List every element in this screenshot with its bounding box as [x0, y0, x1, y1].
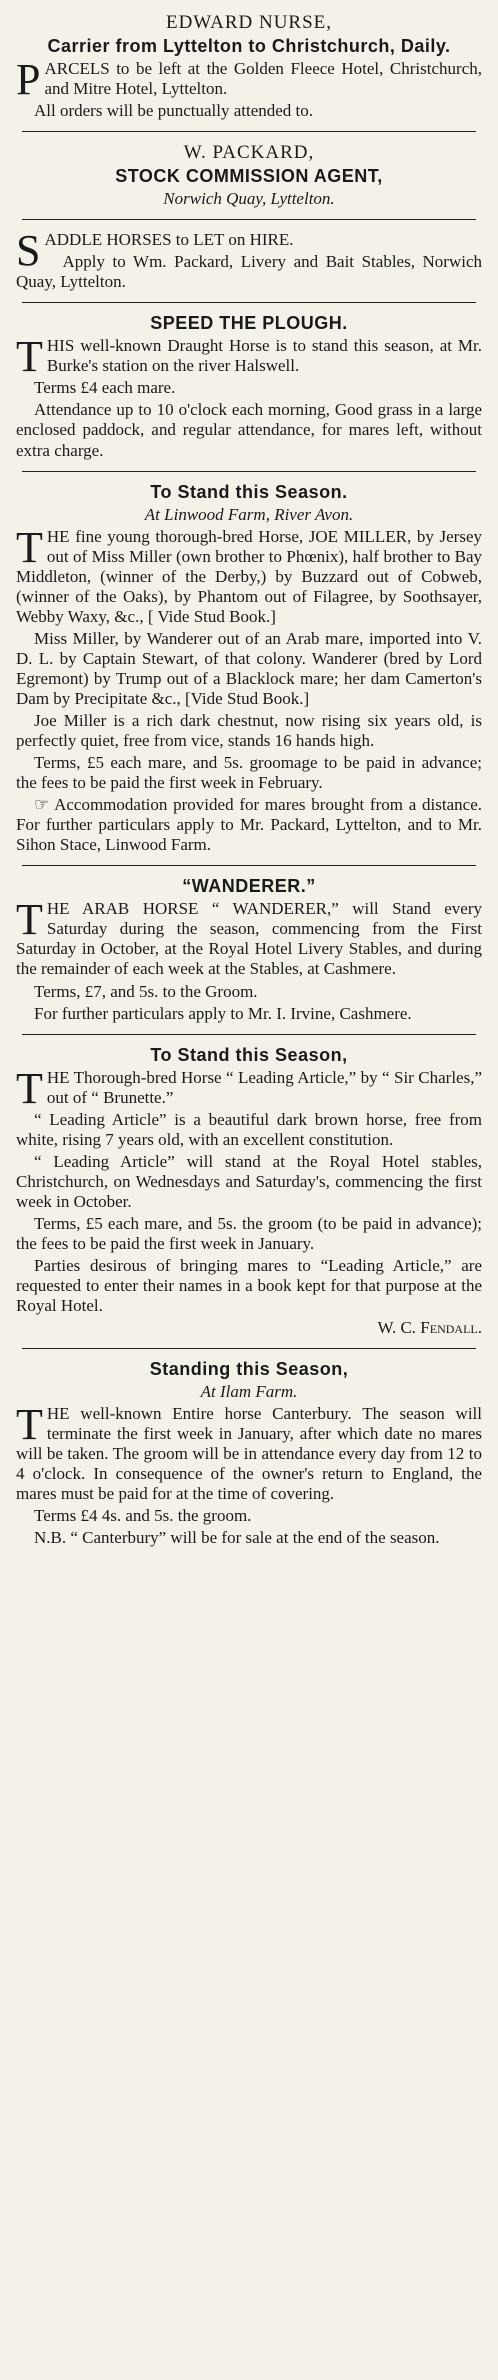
ad-address: Norwich Quay, Lyttelton. — [163, 189, 335, 209]
ad-location: At Ilam Farm. — [200, 1382, 298, 1402]
ad-name: W. PACKARD, — [183, 142, 315, 164]
pointing-hand-icon: ☞ — [34, 795, 50, 815]
ad-edward-nurse — [14, 6, 484, 127]
ad-title: “WANDERER.” — [182, 876, 316, 897]
ad-paragraph: “ Leading Article” will stand at the Royal Hotel stables, Christchurch, on Wednesdays and Saturday's, commencing the first week in October. — [16, 1151, 482, 1211]
ad-body: HE Thorough-bred Horse “ Leading Article,” by “ Sir Charles,” out of “ Brunette.” — [46, 1067, 482, 1107]
ad-body: HE well-known Entire horse Canterbury. The season will terminate the first week in January, after which date no mares will be taken. The groom will be in attendance every day from 12 to 4 o'clock. In consequence of the owner's return to England, the mares must be paid for at the time of covering. — [16, 1404, 482, 1504]
divider — [22, 1348, 476, 1349]
ad-terms: Terms, £7, and 5s. to the Groom. — [34, 981, 258, 1001]
ad-paragraph: Accommodation provided for mares brought from a distance. For further particulars apply to Mr. Packard, Lyttelton, and to Mr. Sihon Stace, Linwood Farm. — [16, 795, 482, 855]
drop-cap: T — [16, 895, 43, 945]
ad-attendance: Attendance up to 10 o'clock each morning, Good grass in a large enclosed paddock, and regular attendance, for mares left, without extra charge. — [16, 400, 482, 460]
divider — [22, 471, 476, 472]
ad-canterbury — [14, 1353, 484, 1554]
newspaper-column — [14, 0, 484, 1561]
divider — [22, 865, 476, 866]
ad-location: At Linwood Farm, River Avon. — [144, 504, 354, 524]
ad-title: Standing this Season, — [149, 1359, 349, 1380]
ad-paragraph: “ Leading Article” is a beautiful dark brown horse, free from white, rising 7 years old, with an excellent constitution. — [16, 1109, 482, 1149]
divider — [22, 219, 476, 220]
ad-wanderer — [14, 870, 484, 1029]
drop-cap: T — [16, 522, 43, 572]
ad-body: Apply to Wm. Packard, Livery and Bait Stables, Norwich Quay, Lyttelton. — [16, 252, 482, 292]
drop-cap: S — [16, 226, 41, 276]
ad-saddle-horses — [14, 224, 484, 298]
ad-title: Carrier from Lyttelton to Christchurch, Daily. — [47, 36, 451, 56]
ad-terms: Terms, £5 each mare, and 5s. groomage to be paid in advance; the fees to be paid the first week in February. — [16, 753, 482, 793]
ad-paragraph: Miss Miller, by Wanderer out of an Arab mare, imported into V. D. L. by Captain Stewart, of that colony. Wanderer (bred by Lord Egremont) by Trump out of a Blacklock mare; her dam Camerton's Dam by Precipitate &c., [Vide Stud Book.] — [16, 628, 482, 708]
ad-w-packard — [14, 136, 484, 215]
ad-nb: N.B. “ Canterbury” will be for sale at the end of the season. — [34, 1528, 440, 1548]
ad-body: HE fine young thorough-bred Horse, JOE MILLER, by Jersey out of Miss Miller (own brother to Phœnix), half brother to Bay Middleton, (winner of the Derby,) by Buzzard out of Cobweb, (winner of the Oaks), by Phantom out of Filagree, by Soothsayer, Webby Waxy, &c., [ Vide Stud Book.] — [16, 526, 482, 626]
divider — [22, 302, 476, 303]
ad-paragraph: Parties desirous of bringing mares to “Leading Article,” are requested to enter their names in a book kept for that purpose at the Royal Hotel. — [16, 1256, 482, 1316]
ad-body: HIS well-known Draught Horse is to stand this season, at Mr. Burke's station on the river Halswell. — [46, 336, 482, 376]
drop-cap: T — [16, 1400, 43, 1450]
ad-leading-article — [14, 1039, 484, 1345]
ad-signature: W. C. Fendall. — [377, 1318, 482, 1338]
drop-cap: P — [16, 55, 41, 104]
ad-title: To Stand this Season, — [150, 1044, 348, 1065]
divider — [22, 131, 476, 132]
divider — [22, 1034, 476, 1035]
ad-title: STOCK COMMISSION AGENT, — [115, 166, 383, 187]
ad-body: HE ARAB HORSE “ WANDERER,” will Stand every Saturday during the season, commencing from the First Saturday in October, at the Royal Hotel Livery Stables, and during the remainder of each week at the Stables, at Cashmere. — [16, 899, 482, 979]
drop-cap: T — [16, 1063, 43, 1113]
ad-body: ARCELS to be left at the Golden Fleece Hotel, Christchurch, and Mitre Hotel, Lyttelton. — [44, 59, 482, 99]
ad-terms: Terms £4 4s. and 5s. the groom. — [34, 1506, 252, 1526]
ad-body-line: All orders will be punctually attended to. — [34, 101, 314, 121]
ad-speed-the-plough — [14, 307, 484, 466]
ad-heading: ADDLE HORSES to LET on HIRE. — [44, 230, 294, 250]
ad-joe-miller — [14, 476, 484, 862]
ad-paragraph: Joe Miller is a rich dark chestnut, now rising six years old, is perfectly quiet, free from vice, stands 16 hands high. — [16, 710, 482, 751]
ad-terms: Terms £4 each mare. — [34, 378, 176, 398]
ad-title: To Stand this Season. — [150, 481, 348, 502]
ad-terms: Terms, £5 each mare, and 5s. the groom (to be paid in advance); the fees to be paid the first week in January. — [16, 1213, 482, 1253]
ad-further: For further particulars apply to Mr. I. Irvine, Cashmere. — [34, 1003, 412, 1023]
drop-cap: T — [16, 332, 43, 382]
ad-title: SPEED THE PLOUGH. — [150, 313, 348, 334]
ad-name: EDWARD NURSE, — [165, 12, 333, 33]
